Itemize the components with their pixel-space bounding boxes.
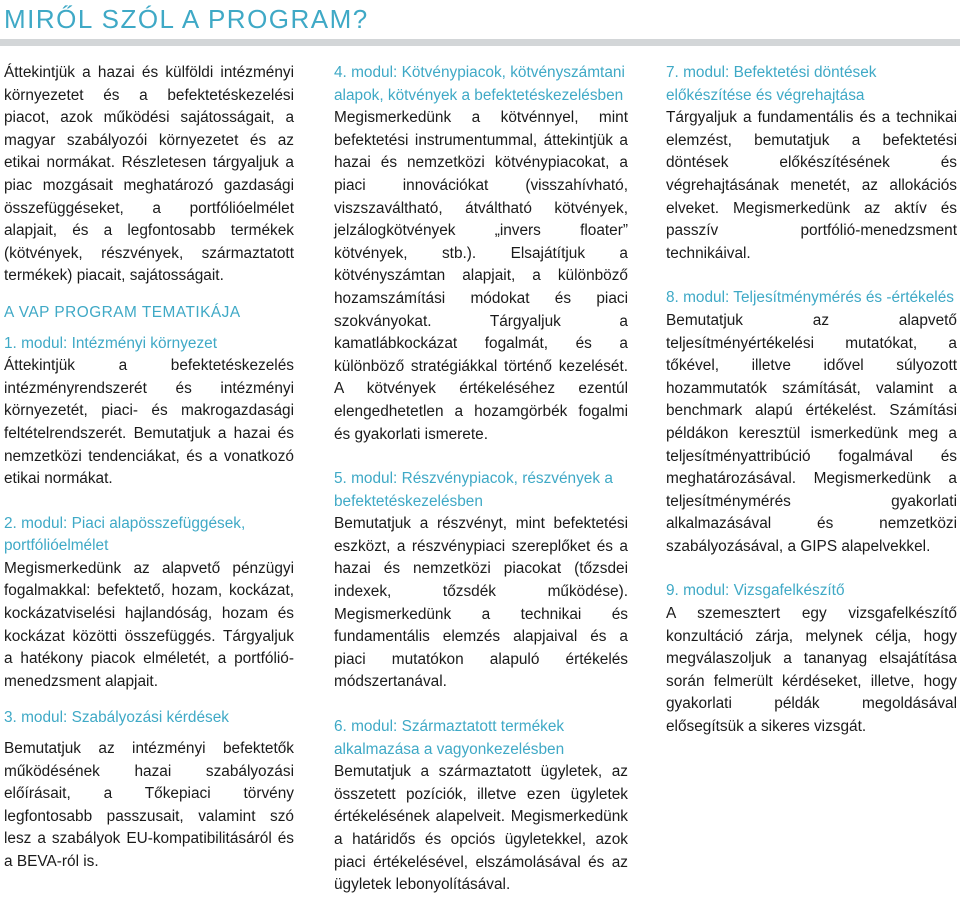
module-1-heading: 1. modul: Intézményi környezet xyxy=(4,334,218,352)
module-9-body: A szemesztert egy vizsgafelkészítő konzultáció zárja, melynek célja, hogy megválaszoljuk a tananyag elsajátítása során felmerült kérdéseket, illetve, hogy gyakorlati példák megoldásával elősegítsük a sikeres vizsgát. xyxy=(666,605,957,736)
column-middle xyxy=(334,62,628,897)
intro-paragraph: Áttekintjük a hazai és külföldi intézményi környezetet és a befektetéskezelési piacot, azok működési sajátosságait, a magyar szabályozói környezetet és az etikai normákat. Részletesen tárgyaljuk a piac mozgásait meghatározó gazdasági összefüggéseket, a portfólióelmélet alapjait, és a legfontosabb termékek (kötvények, részvények, származtatott termékek) piacait, sajátosságait. xyxy=(4,64,294,285)
module-2-heading: 2. modul: Piaci alapösszefüggések, portfólióelmélet xyxy=(4,514,246,555)
module-6-body: Bemutatjuk a származtatott ügyletek, az összetett pozíciók, illetve ezen ügyletek értékelésének alapelveit. Megismerkedünk a határidős és opciós ügyletekkel, azok piaci értékelésével, elszámolásával és az ügyletek lebonyolításával. xyxy=(334,763,628,894)
module-2-body: Megismerkedünk az alapvető pénzügyi fogalmakkal: befektető, hozam, kockázat, kockázatviselési hajlandóság, hozam és kockázat közötti összefüggés. Tárgyaljuk a hatékony piacok elméletét, a portfólió-menedzsment alapjait. xyxy=(4,559,294,690)
module-4-body: Megismerkedünk a kötvénnyel, mint befektetési instrumentummal, áttekintjük a hazai és nemzetközi kötvénypiacokat, a piaci innovációkat (visszahívható, viszszaváltható, átváltható kötvények, jelzálogkötvények „invers floater” kötvények, stb.). Elsajátítjuk a kötvényszámtan alapjait, a különböző hozamszámítási módokat és piaci szokványokat. Tárgyaljuk a kamatlábkockázat fogalmát, és a különböző stratégiákkal történő kezelését. A kötvények értékeléséhez ezentúl elengedhetetlen a hozamgörbék fogalmi és gyakorlati ismerete. xyxy=(334,109,628,443)
module-8-heading: 8. modul: Teljesítménymérés és -értékelés xyxy=(666,289,954,307)
module-5-heading: 5. modul: Részvénypiacok, részvények a befektetéskezelésben xyxy=(334,470,613,510)
title-divider xyxy=(0,39,960,46)
module-6-heading: 6. modul: Származtatott termékek alkalmazása a vagyonkezelésben xyxy=(334,718,565,758)
module-3-heading: 3. modul: Szabályozási kérdések xyxy=(4,709,229,727)
module-1-body: Áttekintjük a befektetéskezelés intézményrendszerét és intézményi környezetét, piaci- és makrogazdasági feltételrendszerét. Bemutatjuk a hazai és nemzetközi tendenciákat, és a vonatkozó etikai normákat. xyxy=(4,357,294,488)
program-topics-heading: A VAP PROGRAM TEMATIKÁJA xyxy=(4,303,241,321)
module-3-body: Bemutatjuk az intézményi befektetők működésének hazai szabályozási előírásait, a Tőkepiaci törvény legfontosabb passzusait, valamint szó lesz a szabályok EU-kompatibilitásáról és a BEVA-ról is. xyxy=(4,740,294,870)
module-8-body: Bemutatjuk az alapvető teljesítményértékelési mutatókat, a tőkével, illetve idővel súlyozott hozammutatók számítását, valamint a benchmark alapú értékelést. Számítási példákon keresztül ismerkedünk meg a teljesítményattribúció fogalmával és meghatározásával. Megismerkedünk a teljesítménymérés gyakorlati alkalmazásával és nemzetközi szabályozásával, a GIPS alapelvekkel. xyxy=(666,311,957,555)
module-7-body: Tárgyaljuk a fundamentális és a technikai elemzést, bemutatjuk a befektetési döntések előkészítésének és végrehajtásának menetét, az allokációs elveket. Megismerkedünk az aktív és passzív portfólió-menedzsment technikáival. xyxy=(666,109,957,262)
page-title: MIRŐL SZÓL A PROGRAM? xyxy=(4,4,369,34)
column-right xyxy=(666,62,957,739)
module-7-heading: 7. modul: Befektetési döntések előkészítése és végrehajtása xyxy=(666,64,877,104)
module-5-body: Bemutatjuk a részvényt, mint befektetési eszközt, a részvénypiaci szereplőket és a hazai és nemzetközi piacokat (tőzsdei indexek, tőzsdék működése). Megismerkedünk a technikai és fundamentális elemzés alapjaival és a piaci mutatókon alapuló értékelés módszertanával. xyxy=(334,515,628,691)
column-left xyxy=(4,62,294,874)
module-4-heading: 4. modul: Kötvénypiacok, kötvényszámtani alapok, kötvények a befektetéskezelésben xyxy=(334,64,625,104)
module-9-heading: 9. modul: Vizsgafelkészítő xyxy=(666,582,845,600)
